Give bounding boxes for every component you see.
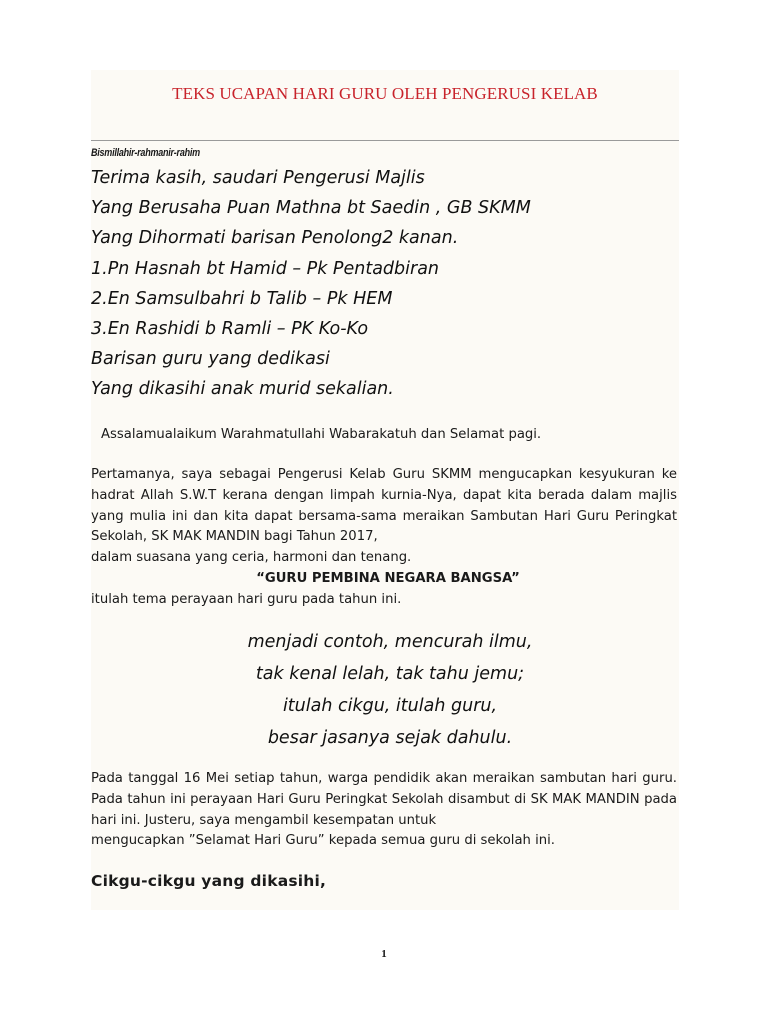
greeting-line: 3.En Rashidi b Ramli – PK Ko-Ko [91,318,369,339]
title-divider [91,140,679,141]
paragraph-teachers-day-body: Pada tanggal 16 Mei setiap tahun, warga pendidik akan meraikan sambutan hari guru. Pada tahun ini perayaan Hari Guru Peringkat Sekolah disambut di SK MAK MANDIN pada hari ini. Justeru, saya mengambil kesempatan untuk [91,771,677,828]
section-heading: Cikgu-cikgu yang dikasihi, [91,872,327,890]
poem-line: menjadi contoh, mencurah ilmu, [247,632,533,652]
paragraph-teachers-day-end: mengucapkan ”Selamat Hari Guru” kepada semua guru di sekolah ini. [91,833,555,849]
page-number: 1 [381,948,387,960]
theme-description: itulah tema perayaan hari guru pada tahun ini. [91,592,402,607]
poem-line: itulah cikgu, itulah guru, [282,696,498,716]
greeting-line: Barisan guru yang dedikasi [91,349,330,370]
paragraph-opening [91,465,677,569]
document-title: TEKS UCAPAN HARI GURU OLEH PENGERUSI KELAB [172,84,598,103]
poem [91,630,677,758]
paragraph-opening-end: dalam suasana yang ceria, harmoni dan tenang. [91,550,412,566]
greeting-line: Yang Dihormati barisan Penolong2 kanan. [91,228,459,249]
paragraph-opening-body: Pertamanya, saya sebagai Pengerusi Kelab Guru SKMM mengucapkan kesyukuran ke hadrat Allah S.W.T kerana dengan limpah kurnia-Nya, dapat kita berada dalam majlis yang mulia ini dan kita dapat bersama-sama meraikan Sambutan Hari Guru Peringkat Sekolah, SK MAK MANDIN bagi Tahun 2017, [91,467,677,545]
greetings-list [91,167,531,409]
greeting-line: Terima kasih, saudari Pengerusi Majlis [91,168,425,188]
paragraph-teachers-day [91,769,677,852]
theme-title: “GURU PEMBINA NEGARA BANGSA” [256,571,520,586]
opening-phrase: Bismillahir-rahmanir-rahim [91,147,200,159]
salam-greeting: Assalamualaikum Warahmatullahi Wabarakatuh dan Selamat pagi. [101,427,542,442]
poem-line: besar jasanya sejak dahulu. [267,728,513,748]
greeting-line: Yang dikasihi anak murid sekalian. [91,379,394,400]
poem-line: tak kenal lelah, tak tahu jemu; [255,664,525,684]
greeting-line: 2.En Samsulbahri b Talib – Pk HEM [91,288,393,309]
greeting-line: 1.Pn Hasnah bt Hamid – Pk Pentadbiran [91,258,440,279]
greeting-line: Yang Berusaha Puan Mathna bt Saedin , GB SKMM [91,198,531,219]
